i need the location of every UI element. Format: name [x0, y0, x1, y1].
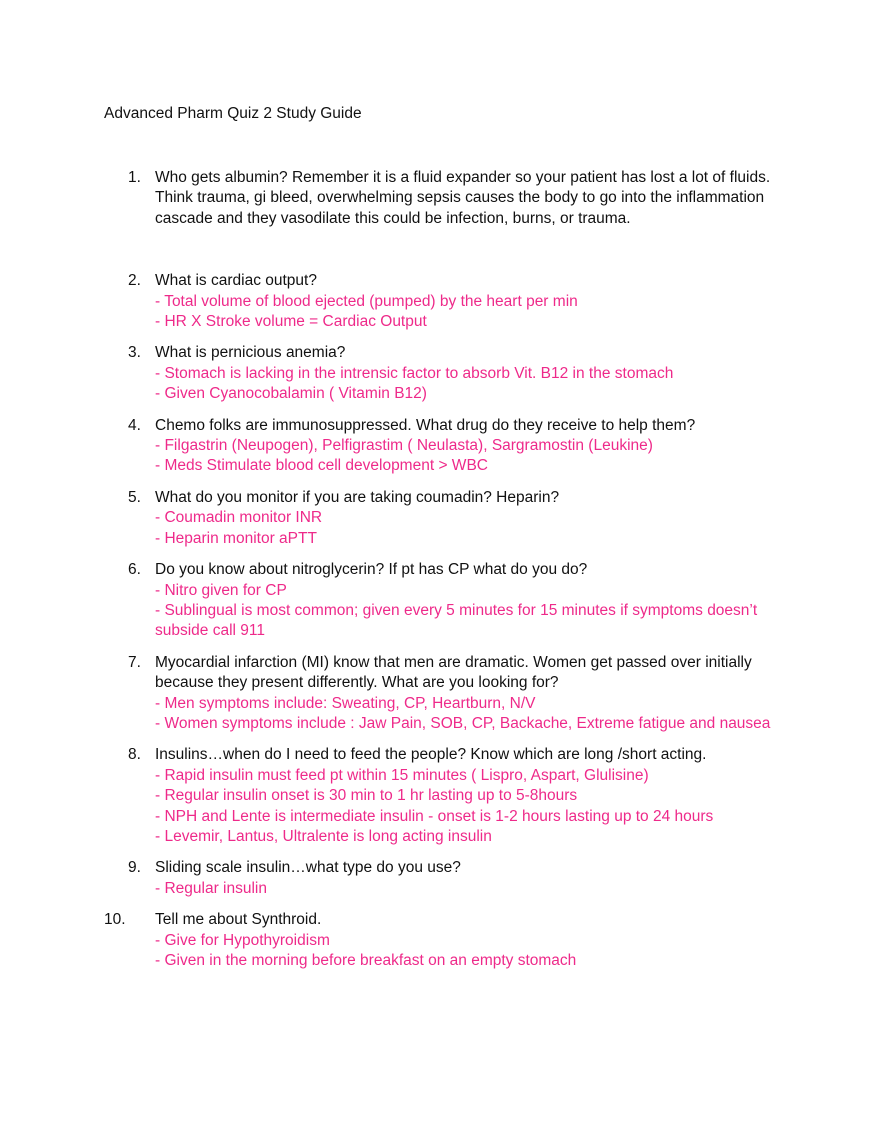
answer-line: - HR X Stroke volume = Cardiac Output [155, 313, 427, 331]
question-text: What do you monitor if you are taking coumadin? Heparin? [155, 488, 560, 506]
question-number: 4. [128, 416, 141, 434]
question-number: 5. [128, 488, 141, 506]
question-item-8 [104, 745, 784, 847]
question-number: 3. [128, 344, 141, 362]
answer-line: - Sublingual is most common; given every 5 minutes for 15 minutes if symptoms doesn’t subside call 911 [155, 601, 758, 640]
answer-line: - Regular insulin [155, 879, 267, 897]
question-text: Myocardial infarction (MI) know that men are dramatic. Women get passed over initially because they present differently. What are you looking for? [155, 653, 752, 692]
document-title: Advanced Pharm Quiz 2 Study Guide [104, 105, 362, 122]
question-text: Who gets albumin? Remember it is a fluid expander so your patient has lost a lot of fluids. Think trauma, gi bleed, overwhelming sepsis causes the body to go into the inflammation cascade and they vasodilate this could be infection, burns, or trauma. [155, 169, 771, 227]
answer-line: - Given Cyanocobalamin ( Vitamin B12) [155, 385, 427, 403]
answer-line: - Regular insulin onset is 30 min to 1 hr lasting up to 5-8hours [155, 787, 578, 805]
question-list [104, 168, 784, 971]
question-text: What is pernicious anemia? [155, 344, 346, 362]
question-number: 6. [128, 561, 141, 579]
question-number: 8. [128, 746, 141, 764]
question-item-7 [104, 653, 784, 735]
answer-line: - Stomach is lacking in the intrensic factor to absorb Vit. B12 in the stomach [155, 364, 674, 382]
answer-line: - Nitro given for CP [155, 581, 287, 599]
answer-line: - Filgastrin (Neupogen), Pelfigrastim ( Neulasta), Sargramostin (Leukine) [155, 437, 653, 455]
answer-line: - Coumadin monitor INR [155, 509, 323, 527]
answer-line: - Heparin monitor aPTT [155, 529, 317, 547]
answer-line: - Levemir, Lantus, Ultralente is long acting insulin [155, 827, 492, 845]
question-item-9 [104, 858, 784, 899]
question-number: 9. [128, 859, 141, 877]
answer-line: - NPH and Lente is intermediate insulin - onset is 1-2 hours lasting up to 24 hours [155, 807, 714, 825]
question-item-10 [104, 910, 784, 971]
question-item-5 [104, 488, 784, 549]
question-number: 10. [104, 911, 126, 929]
answer-line: - Meds Stimulate blood cell development > WBC [155, 457, 488, 475]
question-number: 7. [128, 653, 141, 671]
question-item-6 [104, 560, 784, 642]
answer-line: - Men symptoms include: Sweating, CP, Heartburn, N/V [155, 694, 536, 712]
question-text: Insulins…when do I need to feed the people? Know which are long /short acting. [155, 746, 707, 764]
question-text: What is cardiac output? [155, 272, 317, 290]
question-number: 1. [128, 169, 141, 186]
question-number: 2. [128, 272, 141, 290]
question-item-4 [104, 416, 784, 477]
answer-line: - Given in the morning before breakfast on an empty stomach [155, 952, 577, 969]
question-text: Do you know about nitroglycerin? If pt has CP what do you do? [155, 561, 588, 579]
question-item-3 [104, 343, 784, 404]
answer-line: - Rapid insulin must feed pt within 15 minutes ( Lispro, Aspart, Glulisine) [155, 766, 649, 784]
answer-line: - Total volume of blood ejected (pumped) by the heart per min [155, 292, 578, 310]
answer-line: - Women symptoms include : Jaw Pain, SOB, CP, Backache, Extreme fatigue and nausea [155, 714, 771, 732]
question-item-1 [104, 168, 784, 229]
question-text: Sliding scale insulin…what type do you use? [155, 859, 461, 877]
question-text: Chemo folks are immunosuppressed. What drug do they receive to help them? [155, 416, 696, 434]
question-text: Tell me about Synthroid. [155, 911, 322, 929]
answer-line: - Give for Hypothyroidism [155, 931, 330, 949]
question-item-2 [104, 271, 784, 332]
